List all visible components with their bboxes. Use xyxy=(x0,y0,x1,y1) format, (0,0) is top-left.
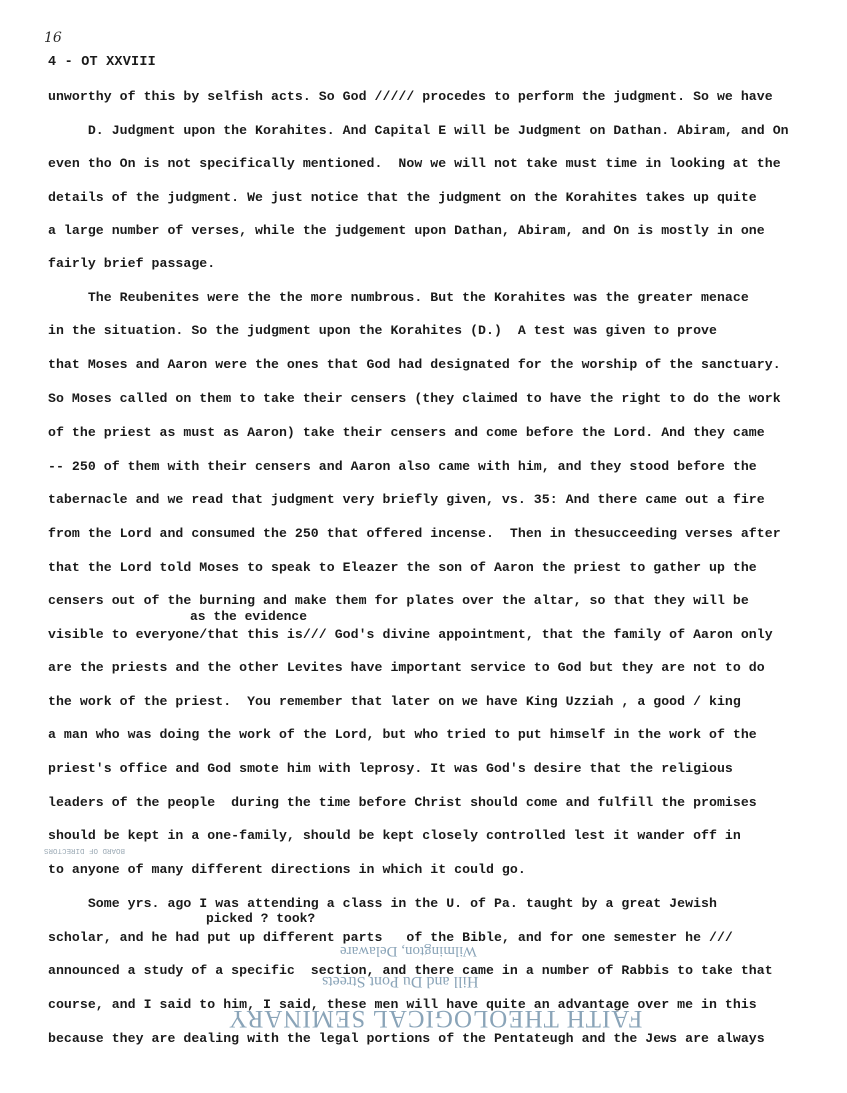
text-line: a man who was doing the work of the Lord, but who tried to put himself in the work of the xyxy=(48,727,757,742)
text-line: are the priests and the other Levites have important service to God but they are not to do xyxy=(48,660,765,675)
text-line: censers out of the burning and make them for plates over the altar, so that they will be xyxy=(48,593,749,608)
text-line: from the Lord and consumed the 250 that offered incense. Then in thesucceeding verses after xyxy=(48,526,781,541)
text-line: details of the judgment. We just notice that the judgment on the Korahites takes up quite xyxy=(48,190,757,205)
text-line: that the Lord told Moses to speak to Eleazer the son of Aaron the priest to gather up the xyxy=(48,560,757,575)
text-line: announced a study of a specific section, and there came in a number of Rabbis to take that xyxy=(48,963,773,978)
text-line: even tho On is not specifically mentioned. Now we will not take must time in looking at the xyxy=(48,156,781,171)
text-line: should be kept in a one-family, should be kept closely controlled lest it wander off in xyxy=(48,828,741,843)
text-line: course, and I said to him, I said, these men will have quite an advantage over me in this xyxy=(48,997,757,1012)
text-line: unworthy of this by selfish acts. So God ///// procedes to perform the judgment. So we have xyxy=(48,89,773,104)
library-stamp-city: Wilmington, Delaware xyxy=(340,943,477,959)
text-line: fairly brief passage. xyxy=(48,256,216,271)
text-line: priest's office and God smote him with leprosy. It was God's desire that the religious xyxy=(48,761,733,776)
text-line: The Reubenites were the the more numbrous. But the Korahites was the greater menace xyxy=(48,290,749,305)
text-line: of the priest as must as Aaron) take their censers and come before the Lord. And they came xyxy=(48,425,765,440)
text-line: in the situation. So the judgment upon the Korahites (D.) A test was given to prove xyxy=(48,323,717,338)
text-line: a large number of verses, while the judgement upon Dathan, Abiram, and On is mostly in one xyxy=(48,223,765,238)
text-line: because they are dealing with the legal portions of the Pentateugh and the Jews are always xyxy=(48,1031,765,1046)
text-line: the work of the priest. You remember that later on we have King Uzziah , a good / king xyxy=(48,694,741,709)
library-stamp-street: Hill and Du Pont Streets xyxy=(322,973,479,990)
text-line: scholar, and he had put up different parts of the Bible, and for one semester he /// xyxy=(48,930,733,945)
text-line: -- 250 of them with their censers and Aaron also came with him, and they stood before the xyxy=(48,459,757,474)
text-line: Some yrs. ago I was attending a class in the U. of Pa. taught by a great Jewish xyxy=(48,896,717,911)
text-line: visible to everyone/that this is/// God's divine appointment, that the family of Aaron only xyxy=(48,627,773,642)
text-line: to anyone of many different directions in which it could go. xyxy=(48,862,526,877)
interlinear-insertion: as the evidence xyxy=(190,609,308,624)
interlinear-insertion: picked ? took? xyxy=(206,911,316,926)
text-line: tabernacle and we read that judgment very briefly given, vs. 35: And there came out a fire xyxy=(48,492,765,507)
library-stamp-name: FAITH THEOLOGICAL SEMINARY xyxy=(228,1005,643,1032)
handwritten-page-number: 16 xyxy=(44,30,62,46)
bleed-through-text: BOARD OF DIRECTORS xyxy=(44,846,126,854)
text-line: that Moses and Aaron were the ones that God had designated for the worship of the sanctuary. xyxy=(48,357,781,372)
text-line: So Moses called on them to take their censers (they claimed to have the right to do the work xyxy=(48,391,781,406)
text-line: leaders of the people during the time before Christ should come and fulfill the promises xyxy=(48,795,757,810)
page-header: 4 - OT XXVIII xyxy=(48,55,156,70)
text-line: D. Judgment upon the Korahites. And Capital E will be Judgment on Dathan. Abiram, and On xyxy=(48,123,789,138)
